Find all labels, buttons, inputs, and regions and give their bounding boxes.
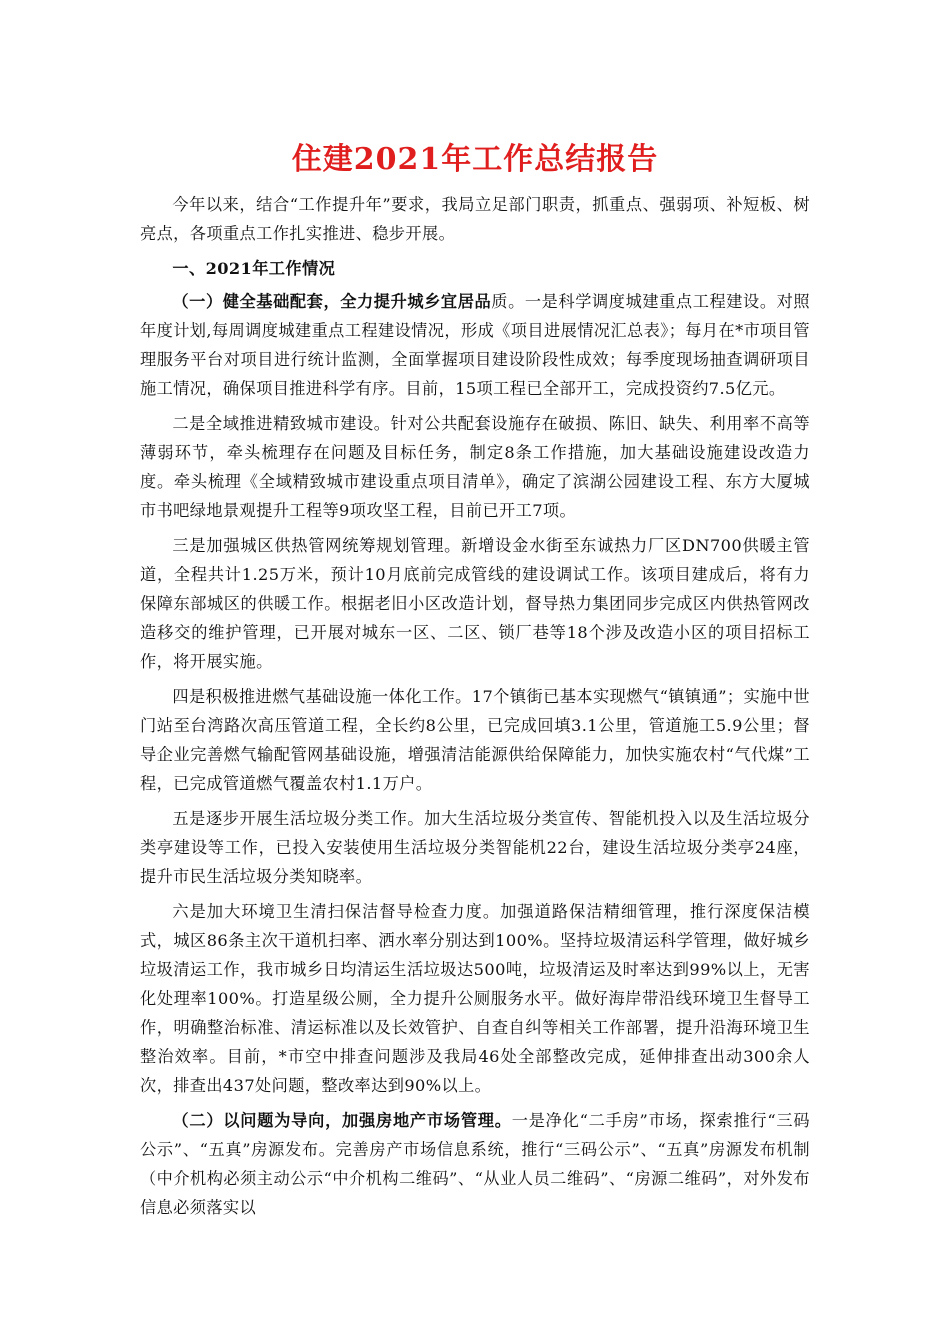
item1-lead: （一）健全基础配套，全力提升城乡宜居品 <box>172 292 492 311</box>
item2-paragraph <box>140 1106 810 1222</box>
paragraph-5: 五是逐步开展生活垃圾分类工作。加大生活垃圾分类宣传、智能机投入以及生活垃圾分类亭建设等工作，已投入安装使用生活垃圾分类智能机22台，建设生活垃圾分类亭24座，提升市民生活垃圾分类知晓率。 <box>140 809 810 886</box>
document-title: 住建2021年工作总结报告 <box>291 142 659 177</box>
section-heading: 一、2021年工作情况 <box>172 259 336 278</box>
paragraph-4: 四是积极推进燃气基础设施一体化工作。17个镇街已基本实现燃气“镇镇通”；实施中世门站至台湾路次高压管道工程，全长约8公里，已完成回填3.1公里，管道施工5.9公里；督导企业完善燃气输配管网基础设施，增强清洁能源供给保障能力，加快实施农村“气代煤”工程，已完成管道燃气覆盖农村1.1万户。 <box>140 687 810 793</box>
paragraph-6: 六是加大环境卫生清扫保洁督导检查力度。加强道路保洁精细管理，推行深度保洁模式，城区86条主次干道机扫率、洒水率分别达到100%。坚持垃圾清运科学管理，做好城乡垃圾清运工作，我市城乡日均清运生活垃圾达500吨，垃圾清运及时率达到99%以上，无害化处理率100%。打造星级公厕，全力提升公厕服务水平。做好海岸带沿线环境卫生督导工作，明确整治标准、清运标准以及长效管护、自查自纠等相关工作部署，提升沿海环境卫生整治效率。目前，*市空中排查问题涉及我局46处全部整改完成，延伸排查出动300余人次，排查出437处问题，整改率达到90%以上。 <box>140 902 810 1095</box>
paragraph-2: 二是全域推进精致城市建设。针对公共配套设施存在破损、陈旧、缺失、利用率不高等薄弱环节，牵头梳理存在问题及目标任务，制定8条工作措施，加大基础设施建设改造力度。牵头梳理《全域精致城市建设重点项目清单》，确定了滨湖公园建设工程、东方大厦城市书吧绿地景观提升工程等9项攻坚工程，目前已开工7项。 <box>140 414 810 520</box>
item2-body: 一是净化“二手房”市场，探索推行“三码公示”、“五真”房源发布。完善房产市场信息系统，推行“三码公示”、“五真”房源发布机制（中介机构必须主动公示“中介机构二维码”、“从业人员二维码”、“房源二维码”，对外发布信息必须落实以 <box>140 1111 810 1217</box>
paragraph-3: 三是加强城区供热管网统筹规划管理。新增设金水街至东诚热力厂区DN700供暖主管道，全程共计1.25万米，预计10月底前完成管线的建设调试工作。该项目建成后，将有力保障东部城区的供暖工作。根据老旧小区改造计划，督导热力集团同步完成区内供热管网改造移交的维护管理，已开展对城东一区、二区、锁厂巷等18个涉及改造小区的项目招标工作，将开展实施。 <box>140 536 810 671</box>
item2-lead: （二）以问题为导向，加强房地产市场管理。 <box>172 1111 512 1130</box>
intro-paragraph: 今年以来，结合“工作提升年”要求，我局立足部门职责，抓重点、强弱项、补短板、树亮点，各项重点工作扎实推进、稳步开展。 <box>140 195 810 243</box>
item1-paragraph <box>140 287 810 403</box>
item1-body: 质。一是科学调度城建重点工程建设。对照年度计划,每周调度城建重点工程建设情况，形成《项目进展情况汇总表》；每月在*市项目管理服务平台对项目进行统计监测，全面掌握项目建设阶段性成效；每季度现场抽查调研项目施工情况，确保项目推进科学有序。目前，15项工程已全部开工，完成投资约7.5亿元。 <box>140 292 810 398</box>
